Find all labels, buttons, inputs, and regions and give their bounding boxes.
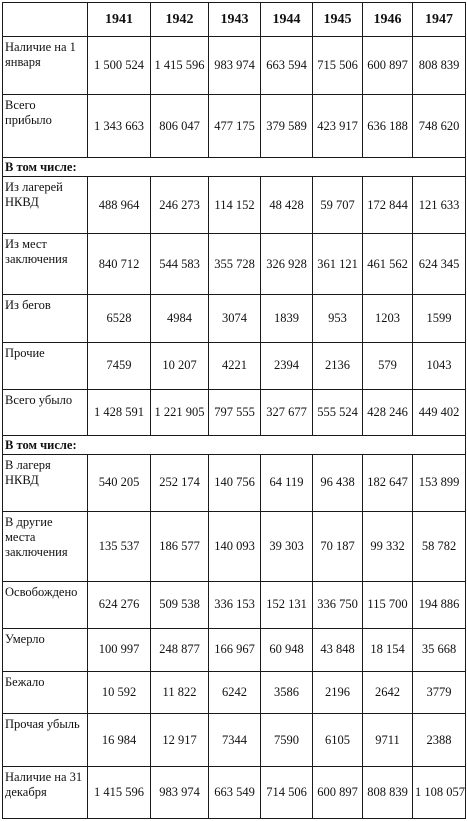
- value-cell: 2394: [261, 342, 313, 389]
- value-cell: 58 782: [413, 511, 466, 581]
- value-cell: 7459: [88, 342, 151, 389]
- table-body: [3, 37, 466, 819]
- value-cell: 140 756: [209, 454, 261, 511]
- value-cell: 579: [363, 342, 413, 389]
- value-cell: 7590: [261, 714, 313, 766]
- header-year-cell: 1945: [313, 3, 363, 37]
- value-cell: 1203: [363, 294, 413, 342]
- value-cell: 182 647: [363, 454, 413, 511]
- value-cell: 60 948: [261, 628, 313, 671]
- value-cell: 449 402: [413, 389, 466, 435]
- value-cell: 96 438: [313, 454, 363, 511]
- value-cell: 2196: [313, 671, 363, 714]
- value-cell: 64 119: [261, 454, 313, 511]
- header-year-cell: 1941: [88, 3, 151, 37]
- table-row: [3, 766, 466, 818]
- value-cell: 121 633: [413, 176, 466, 233]
- value-cell: 361 121: [313, 234, 363, 295]
- row-label: Из лагерей НКВД: [3, 176, 88, 233]
- value-cell: 428 246: [363, 389, 413, 435]
- row-label: Прочие: [3, 342, 88, 389]
- value-cell: 7344: [209, 714, 261, 766]
- value-cell: 555 524: [313, 389, 363, 435]
- value-cell: 6242: [209, 671, 261, 714]
- value-cell: 4984: [151, 294, 209, 342]
- value-cell: 3779: [413, 671, 466, 714]
- value-cell: 1 343 663: [88, 95, 151, 158]
- table-row: [3, 671, 466, 714]
- value-cell: 336 153: [209, 581, 261, 628]
- value-cell: 983 974: [209, 37, 261, 95]
- value-cell: 663 549: [209, 766, 261, 818]
- value-cell: 544 583: [151, 234, 209, 295]
- value-cell: 355 728: [209, 234, 261, 295]
- header-year-cell: 1947: [413, 3, 466, 37]
- row-label: Прочая убыль: [3, 714, 88, 766]
- value-cell: 6105: [313, 714, 363, 766]
- value-cell: 35 668: [413, 628, 466, 671]
- value-cell: 540 205: [88, 454, 151, 511]
- value-cell: 153 899: [413, 454, 466, 511]
- prison-statistics-table: [2, 2, 466, 819]
- value-cell: 43 848: [313, 628, 363, 671]
- value-cell: 808 839: [363, 766, 413, 818]
- table-row: [3, 37, 466, 95]
- section-heading: В том числе:: [3, 435, 466, 454]
- value-cell: 11 822: [151, 671, 209, 714]
- value-cell: 423 917: [313, 95, 363, 158]
- value-cell: 10 207: [151, 342, 209, 389]
- value-cell: 1 415 596: [151, 37, 209, 95]
- value-cell: 715 506: [313, 37, 363, 95]
- table-row: [3, 234, 466, 295]
- value-cell: 488 964: [88, 176, 151, 233]
- value-cell: 48 428: [261, 176, 313, 233]
- section-row: [3, 435, 466, 454]
- header-corner-cell: [3, 3, 88, 37]
- value-cell: 327 677: [261, 389, 313, 435]
- value-cell: 2642: [363, 671, 413, 714]
- value-cell: 624 345: [413, 234, 466, 295]
- value-cell: 10 592: [88, 671, 151, 714]
- value-cell: 840 712: [88, 234, 151, 295]
- table-row: [3, 294, 466, 342]
- value-cell: 1 500 524: [88, 37, 151, 95]
- row-label: Из мест заключения: [3, 234, 88, 295]
- row-label: В лагеря НКВД: [3, 454, 88, 511]
- value-cell: 1839: [261, 294, 313, 342]
- value-cell: 509 538: [151, 581, 209, 628]
- value-cell: 4221: [209, 342, 261, 389]
- row-label: Умерло: [3, 628, 88, 671]
- value-cell: 246 273: [151, 176, 209, 233]
- table-row: [3, 714, 466, 766]
- value-cell: 3586: [261, 671, 313, 714]
- value-cell: 115 700: [363, 581, 413, 628]
- table-row: [3, 628, 466, 671]
- value-cell: 1 415 596: [88, 766, 151, 818]
- value-cell: 797 555: [209, 389, 261, 435]
- value-cell: 252 174: [151, 454, 209, 511]
- header-year-cell: 1942: [151, 3, 209, 37]
- value-cell: 166 967: [209, 628, 261, 671]
- header-year-cell: 1944: [261, 3, 313, 37]
- section-heading: В том числе:: [3, 158, 466, 177]
- section-row: [3, 158, 466, 177]
- value-cell: 59 707: [313, 176, 363, 233]
- table-row: [3, 95, 466, 158]
- value-cell: 953: [313, 294, 363, 342]
- value-cell: 1043: [413, 342, 466, 389]
- value-cell: 663 594: [261, 37, 313, 95]
- value-cell: 1 428 591: [88, 389, 151, 435]
- value-cell: 983 974: [151, 766, 209, 818]
- row-label: Наличие на 31 декабря: [3, 766, 88, 818]
- value-cell: 808 839: [413, 37, 466, 95]
- value-cell: 600 897: [313, 766, 363, 818]
- value-cell: 636 188: [363, 95, 413, 158]
- value-cell: 748 620: [413, 95, 466, 158]
- row-label: Из бегов: [3, 294, 88, 342]
- row-label: Освобождено: [3, 581, 88, 628]
- value-cell: 12 917: [151, 714, 209, 766]
- header-year-cell: 1946: [363, 3, 413, 37]
- value-cell: 16 984: [88, 714, 151, 766]
- header-row: [3, 3, 466, 37]
- value-cell: 624 276: [88, 581, 151, 628]
- row-label: Наличие на 1 января: [3, 37, 88, 95]
- value-cell: 114 152: [209, 176, 261, 233]
- value-cell: 477 175: [209, 95, 261, 158]
- table-row: [3, 581, 466, 628]
- header-year-cell: 1943: [209, 3, 261, 37]
- value-cell: 172 844: [363, 176, 413, 233]
- value-cell: 18 154: [363, 628, 413, 671]
- value-cell: 152 131: [261, 581, 313, 628]
- value-cell: 461 562: [363, 234, 413, 295]
- value-cell: 379 589: [261, 95, 313, 158]
- value-cell: 1 108 057: [413, 766, 466, 818]
- table-row: [3, 176, 466, 233]
- value-cell: 70 187: [313, 511, 363, 581]
- value-cell: 99 332: [363, 511, 413, 581]
- value-cell: 1599: [413, 294, 466, 342]
- value-cell: 336 750: [313, 581, 363, 628]
- table-row: [3, 342, 466, 389]
- row-label: В другие места заключения: [3, 511, 88, 581]
- value-cell: 714 506: [261, 766, 313, 818]
- row-label: Бежало: [3, 671, 88, 714]
- table-row: [3, 511, 466, 581]
- value-cell: 806 047: [151, 95, 209, 158]
- value-cell: 135 537: [88, 511, 151, 581]
- value-cell: 186 577: [151, 511, 209, 581]
- value-cell: 100 997: [88, 628, 151, 671]
- value-cell: 39 303: [261, 511, 313, 581]
- value-cell: 1 221 905: [151, 389, 209, 435]
- value-cell: 248 877: [151, 628, 209, 671]
- value-cell: 3074: [209, 294, 261, 342]
- value-cell: 2136: [313, 342, 363, 389]
- value-cell: 326 928: [261, 234, 313, 295]
- row-label: Всего прибыло: [3, 95, 88, 158]
- value-cell: 600 897: [363, 37, 413, 95]
- table-row: [3, 454, 466, 511]
- value-cell: 6528: [88, 294, 151, 342]
- value-cell: 194 886: [413, 581, 466, 628]
- table-row: [3, 389, 466, 435]
- value-cell: 2388: [413, 714, 466, 766]
- row-label: Всего убыло: [3, 389, 88, 435]
- value-cell: 140 093: [209, 511, 261, 581]
- value-cell: 9711: [363, 714, 413, 766]
